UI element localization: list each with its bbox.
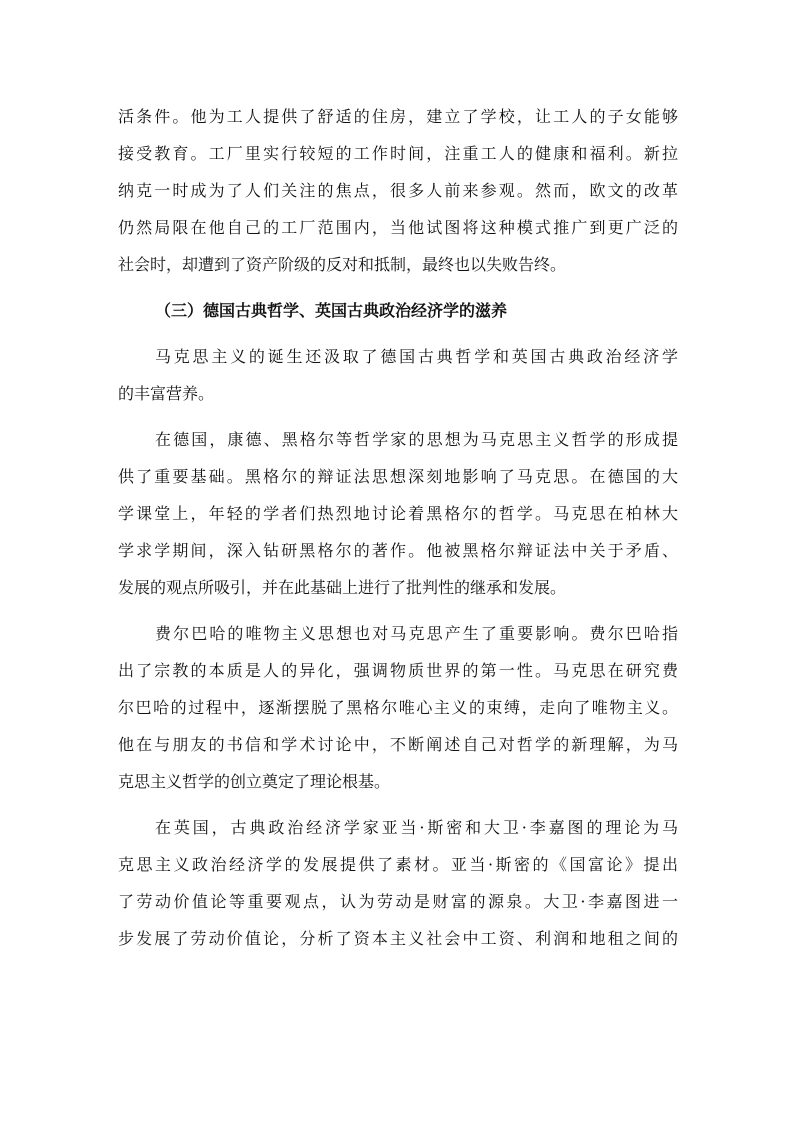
text-line: 学求学期间，深入钻研黑格尔的著作。他被黑格尔辩证法中关于矛盾、 [118, 541, 678, 560]
text-line: 尔巴哈的过程中，逐渐摆脱了黑格尔唯心主义的束缚，走向了唯物主义。 [118, 698, 678, 717]
text-line: 了劳动价值论等重要观点，认为劳动是财富的源泉。大卫·李嘉图进一 [118, 892, 678, 911]
document-page [118, 98, 678, 957]
text-line: 仍然局限在他自己的工厂范围内，当他试图将这种模式推广到更广泛的 [118, 218, 678, 237]
text-line: 发展的观点所吸引，并在此基础上进行了批判性的继承和发展。 [118, 578, 567, 597]
text-line: 克思主义政治经济学的发展提供了素材。亚当·斯密的《国富论》提出 [118, 855, 678, 874]
section-heading: （三）德国古典哲学、英国古典政治经济学的滋养 [155, 301, 508, 320]
text-line: 在德国，康德、黑格尔等哲学家的思想为马克思主义哲学的形成提 [155, 430, 678, 449]
text-line: 供了重要基础。黑格尔的辩证法思想深刻地影响了马克思。在德国的大 [118, 467, 678, 486]
text-line: 他在与朋友的书信和学术讨论中，不断阐述自己对哲学的新理解，为马 [118, 735, 678, 754]
text-line: 出了宗教的本质是人的异化，强调物质世界的第一性。马克思在研究费 [118, 661, 678, 680]
text-line: 步发展了劳动价值论，分析了资本主义社会中工资、利润和地租之间的 [118, 929, 678, 948]
text-line: 马克思主义的诞生还汲取了德国古典哲学和英国古典政治经济学 [155, 347, 678, 366]
text-line: 学课堂上，年轻的学者们热烈地讨论着黑格尔的哲学。马克思在柏林大 [118, 504, 678, 523]
text-line: 纳克一时成为了人们关注的焦点，很多人前来参观。然而，欧文的改革 [118, 181, 678, 200]
text-line: 克思主义哲学的创立奠定了理论根基。 [118, 772, 391, 791]
paragraph [118, 615, 678, 800]
text-line: 社会时，却遭到了资产阶级的反对和抵制，最终也以失败告终。 [118, 255, 567, 274]
paragraph [118, 338, 678, 412]
text-line: 在英国，古典政治经济学家亚当·斯密和大卫·李嘉图的理论为马 [155, 818, 678, 837]
paragraph [118, 98, 678, 283]
text-line: 的丰富营养。 [118, 384, 215, 403]
text-line: 活条件。他为工人提供了舒适的住房，建立了学校，让工人的子女能够 [118, 107, 678, 126]
paragraph [118, 421, 678, 606]
text-line: 费尔巴哈的唯物主义思想也对马克思产生了重要影响。费尔巴哈指 [155, 624, 678, 643]
paragraph [118, 809, 678, 957]
text-line: 接受教育。工厂里实行较短的工作时间，注重工人的健康和福利。新拉 [118, 144, 678, 163]
